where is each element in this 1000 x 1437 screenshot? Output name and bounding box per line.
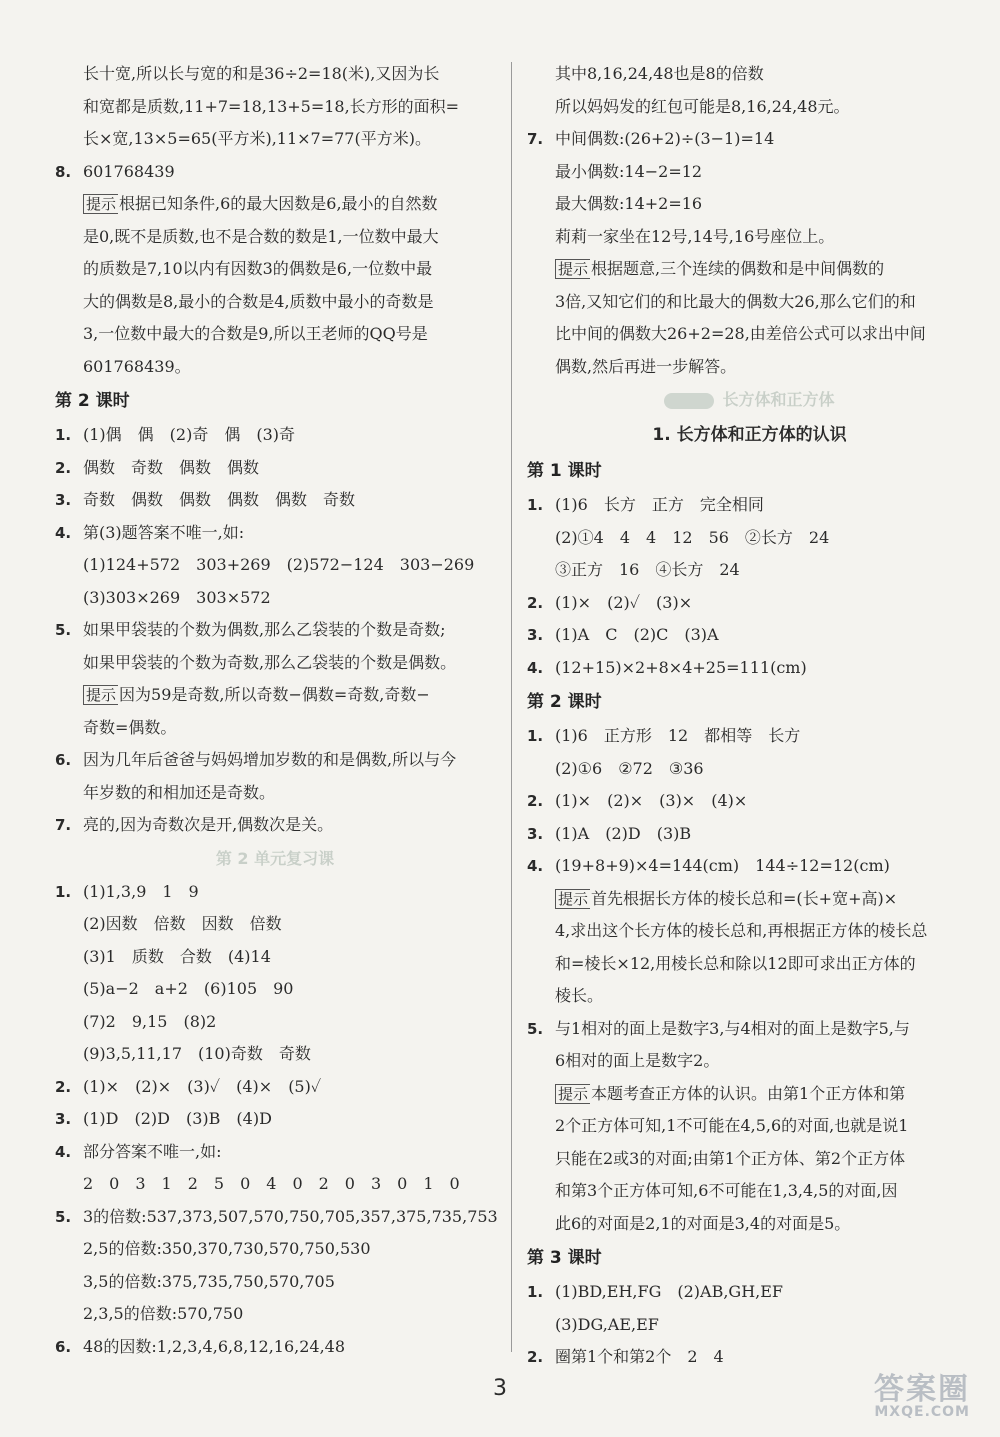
item-number: 6. <box>55 751 72 769</box>
item-number: 1. <box>55 426 72 444</box>
answer-continuation: 所以妈妈发的红包可能是8,16,24,48元。 <box>555 96 850 116</box>
hint-line <box>55 188 495 221</box>
answer-continuation: 大的偶数是8,最小的合数是4,质数中最小的奇数是 <box>83 291 434 311</box>
lesson-heading: 第 1 课时 <box>527 461 602 481</box>
hint-label: 提示 <box>83 685 118 705</box>
answer-item <box>55 452 495 485</box>
answer-continuation: 长×宽,13×5=65(平方米),11×7=77(平方米)。 <box>83 129 431 148</box>
answer-continuation: (7)2 9,15 (8)2 <box>83 1011 217 1031</box>
lesson-heading: 第 3 课时 <box>527 1248 602 1268</box>
answer-continuation: 的质数是7,10以内有因数3的偶数是6,一位数中最 <box>83 259 433 278</box>
answer-item <box>55 1136 495 1169</box>
unit-banner-badge <box>664 393 714 409</box>
answer-continuation: 4,求出这个长方体的棱长总和,再根据正方体的棱长总 <box>555 921 928 940</box>
answer-continuation: 3,一位数中最大的合数是9,所以王老师的QQ号是 <box>83 324 428 343</box>
answer-continuation: (2)①6 ②72 ③36 <box>555 758 704 778</box>
answer-item <box>55 1201 498 1234</box>
watermark-main: 答案圈 <box>874 1372 970 1407</box>
answer-item <box>527 489 972 522</box>
answer-item <box>55 744 495 777</box>
answer-text: 奇数 偶数 偶数 偶数 偶数 奇数 <box>83 490 356 509</box>
answer-text: 601768439 <box>83 161 175 181</box>
answer-continuation: 2,3,5的倍数:570,750 <box>83 1304 244 1323</box>
answer-text: 部分答案不唯一,如: <box>83 1141 222 1161</box>
answer-item <box>55 614 495 647</box>
answer-text: (12+15)×2+8×4+25=111(cm) <box>555 657 807 677</box>
answer-text: 中间偶数:(26+2)÷(3−1)=14 <box>555 129 775 148</box>
left-column <box>55 58 498 1363</box>
answer-item <box>527 1276 972 1309</box>
answer-continuation: 6相对的面上是数字2。 <box>555 1051 720 1070</box>
answer-text: (1)6 正方形 12 都相等 长方 <box>555 726 801 745</box>
answer-continuation: 3倍,又知它们的和比最大的偶数大26,那么它们的和 <box>555 291 916 311</box>
page-number: 3 <box>493 1376 507 1401</box>
answer-continuation: 601768439。 <box>83 356 191 376</box>
hint-line <box>527 253 972 286</box>
item-number: 8. <box>55 162 72 181</box>
item-number: 3. <box>55 491 72 509</box>
answer-text: 3的倍数:537,373,507,570,750,705,357,375,735,753 <box>83 1206 498 1226</box>
answer-text: (1)A (2)D (3)B <box>555 823 692 843</box>
item-number: 4. <box>527 857 544 875</box>
answer-item <box>527 1013 972 1046</box>
answer-continuation: (2)①4 4 4 12 56 ②长方 24 <box>555 527 830 547</box>
answer-continuation: (3)1 质数 合数 (4)14 <box>83 946 271 966</box>
answer-item <box>527 850 972 883</box>
watermark-sub: MXQE.COM <box>874 1404 970 1420</box>
answer-text: (1)× (2)× (3)× (4)× <box>555 791 748 810</box>
answer-text: 圈第1个和第2个 2 4 <box>555 1347 724 1366</box>
answer-continuation: ③正方 16 ④长方 24 <box>555 560 740 579</box>
answer-continuation: 和=棱长×12,用棱长总和除以12即可求出正方体的 <box>555 953 916 973</box>
unit-review-heading: 第 2 单元复习课 <box>215 848 335 868</box>
answer-continuation: 其中8,16,24,48也是8的倍数 <box>555 64 764 83</box>
hint-line <box>527 1078 972 1111</box>
answer-continuation: 莉莉一家坐在12号,14号,16号座位上。 <box>555 226 835 246</box>
answer-text: (1)D (2)D (3)B (4)D <box>83 1109 272 1128</box>
answer-continuation: (3)303×269 303×572 <box>83 587 271 607</box>
lesson-heading: 第 2 课时 <box>55 391 130 411</box>
answer-continuation: 长十宽,所以长与宽的和是36÷2=18(米),又因为长 <box>83 64 440 83</box>
hint-label: 提示 <box>555 259 590 279</box>
hint-label: 提示 <box>555 1084 590 1104</box>
item-number: 5. <box>55 1207 72 1226</box>
right-column <box>527 58 972 1374</box>
unit-banner-label: 长方体和正方体 <box>722 390 835 409</box>
answer-item <box>527 720 972 753</box>
hint-line <box>527 883 972 916</box>
answer-continuation: 比中间的偶数大26+2=28,由差倍公式可以求出中间 <box>555 324 926 343</box>
answer-item <box>55 156 495 189</box>
answer-continuation: 此6的对面是2,1的对面是3,4的对面是5。 <box>555 1213 851 1233</box>
item-number: 5. <box>527 1019 544 1038</box>
answer-item <box>55 1103 495 1136</box>
answer-continuation: 只能在2或3的对面;由第1个正方体、第2个正方体 <box>555 1148 906 1168</box>
hint-label: 提示 <box>83 194 118 214</box>
hint-text: 首先根据长方体的棱长总和=(长+宽+高)× <box>591 888 898 908</box>
answer-text: 因为几年后爸爸与妈妈增加岁数的和是偶数,所以与今 <box>83 750 457 769</box>
lesson-heading: 第 2 课时 <box>527 692 602 712</box>
answer-item <box>55 419 495 452</box>
answer-item <box>527 652 972 685</box>
answer-text: (19+8+9)×4=144(cm) 144÷12=12(cm) <box>555 856 890 875</box>
answer-text: (1)A C (2)C (3)A <box>555 625 719 644</box>
answer-continuation: 最小偶数:14−2=12 <box>555 161 703 181</box>
answer-item <box>527 818 972 851</box>
item-number: 4. <box>55 1142 72 1161</box>
answer-continuation: 和宽都是质数,11+7=18,13+5=18,长方形的面积= <box>83 96 460 116</box>
item-number: 7. <box>527 130 544 148</box>
hint-label: 提示 <box>555 889 590 909</box>
item-number: 5. <box>55 621 72 639</box>
hint-text: 根据已知条件,6的最大因数是6,最小的自然数 <box>119 194 438 213</box>
item-number: 4. <box>55 523 72 542</box>
answer-continuation: (2)因数 倍数 因数 倍数 <box>83 914 282 933</box>
watermark-logo <box>874 1364 970 1420</box>
answer-continuation: 2,5的倍数:350,370,730,570,750,530 <box>83 1239 371 1258</box>
answer-item <box>55 517 495 550</box>
item-number: 2. <box>527 593 544 612</box>
answer-item <box>527 785 972 818</box>
answer-continuation: 如果甲袋装的个数为奇数,那么乙袋装的个数是偶数。 <box>83 652 457 672</box>
answer-continuation: 奇数=偶数。 <box>83 717 177 737</box>
answer-text: 48的因数:1,2,3,4,6,8,12,16,24,48 <box>83 1336 346 1356</box>
answer-text: 如果甲袋装的个数为偶数,那么乙袋装的个数是奇数; <box>83 620 446 639</box>
answer-continuation: (1)124+572 303+269 (2)572−124 303−269 <box>83 555 475 574</box>
hint-text: 根据题意,三个连续的偶数和是中间偶数的 <box>591 259 885 278</box>
answer-text: 亮的,因为奇数次是开,偶数次是关。 <box>83 815 334 834</box>
answer-continuation: 最大偶数:14+2=16 <box>555 194 703 213</box>
answer-item <box>55 1071 495 1104</box>
item-number: 1. <box>527 1283 544 1301</box>
item-number: 3. <box>527 626 544 644</box>
answer-continuation: 2个正方体可知,1不可能在4,5,6的对面,也就是说1 <box>555 1116 909 1135</box>
answer-text: (1)偶 偶 (2)奇 偶 (3)奇 <box>83 425 295 444</box>
item-number: 4. <box>527 658 544 677</box>
answer-continuation: 年岁数的和相加还是奇数。 <box>83 782 276 802</box>
answer-item <box>55 809 495 842</box>
item-number: 3. <box>55 1110 72 1128</box>
answer-continuation: (9)3,5,11,17 (10)奇数 奇数 <box>83 1044 311 1063</box>
answer-continuation: 棱长。 <box>555 986 604 1005</box>
answer-continuation: (3)DG,AE,EF <box>555 1314 659 1334</box>
chapter-title: 1. 长方体和正方体的认识 <box>652 425 847 445</box>
answer-text: (1)BD,EH,FG (2)AB,GH,EF <box>555 1282 784 1301</box>
hint-text: 本题考查正方体的认识。由第1个正方体和第 <box>591 1083 906 1103</box>
answer-item <box>527 587 972 620</box>
item-number: 1. <box>527 496 544 514</box>
answer-continuation: 和第3个正方体可知,6不可能在1,3,4,5的对面,因 <box>555 1181 898 1200</box>
answer-continuation: 3,5的倍数:375,735,750,570,705 <box>83 1271 335 1291</box>
item-number: 2. <box>527 1348 544 1366</box>
answer-text: (1)6 长方 正方 完全相同 <box>555 495 764 514</box>
answer-continuation: 2 0 3 1 2 5 0 4 0 2 0 3 0 1 0 <box>83 1174 460 1193</box>
answer-text: (1)1,3,9 1 9 <box>83 881 199 901</box>
item-number: 3. <box>527 824 544 843</box>
item-number: 6. <box>55 1337 72 1356</box>
answer-text: (1)× (2)✓ (3)× <box>555 592 693 612</box>
item-number: 7. <box>55 816 72 834</box>
answer-text: 第(3)题答案不唯一,如: <box>83 522 245 542</box>
item-number: 1. <box>55 882 72 901</box>
answer-text: 与1相对的面上是数字3,与4相对的面上是数字5,与 <box>555 1018 910 1038</box>
answer-continuation: 是0,既不是质数,也不是合数的数是1,一位数中最大 <box>83 226 439 246</box>
item-number: 1. <box>527 727 544 745</box>
unit-banner <box>527 383 972 417</box>
answer-item <box>55 484 495 517</box>
item-number: 2. <box>527 792 544 810</box>
answer-continuation: (5)a−2 a+2 (6)105 90 <box>83 979 294 998</box>
answer-item <box>527 123 972 156</box>
answer-continuation: 偶数,然后再进一步解答。 <box>555 356 737 376</box>
answer-item <box>55 1331 495 1364</box>
answer-text: 偶数 奇数 偶数 偶数 <box>83 457 260 477</box>
hint-text: 因为59是奇数,所以奇数−偶数=奇数,奇数− <box>119 685 430 704</box>
answer-item <box>55 876 495 909</box>
hint-line <box>55 679 495 712</box>
item-number: 2. <box>55 458 72 477</box>
answer-item <box>527 619 972 652</box>
answer-text: (1)× (2)× (3)✓ (4)× (5)✓ <box>83 1076 322 1096</box>
item-number: 2. <box>55 1077 72 1096</box>
column-divider <box>511 62 512 1352</box>
